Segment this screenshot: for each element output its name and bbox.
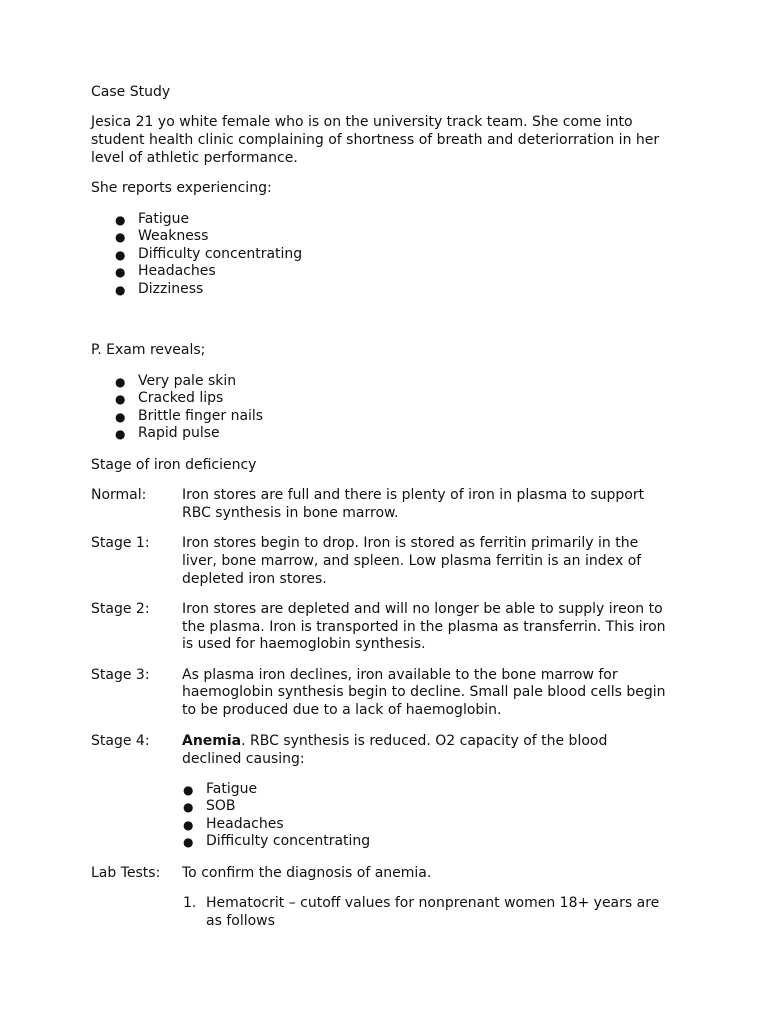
stage-3-line-3: to be produced due to a lack of haemoglobin. [182,702,502,718]
bullet-icon: ● [183,818,194,832]
lab-tests-label: Lab Tests: [91,865,161,881]
stage-normal-line-1: Iron stores are full and there is plenty of iron in plasma to support [182,487,645,503]
bullet-icon: ● [183,783,194,797]
list-item: Brittle finger nails [138,408,264,424]
bullet-icon: ● [115,410,126,424]
bullet-icon: ● [183,800,194,814]
stage-label-3: Stage 3: [91,667,150,683]
stage-1-line-3: depleted iron stores. [182,571,327,587]
bullet-icon: ● [115,375,126,389]
list-item: Cracked lips [138,390,224,406]
bullet-icon: ● [115,265,126,279]
list-item: Difficulty concentrating [138,246,303,262]
stage-label-2: Stage 2: [91,601,150,617]
stage-4-line-1-rest: . RBC synthesis is reduced. O2 capacity of the blood [241,733,608,749]
bullet-icon: ● [115,213,126,227]
list-item: Dizziness [138,281,204,297]
stage-2-line-1: Iron stores are depleted and will no longer be able to supply ireon to [182,601,663,617]
stage-1-line-1: Iron stores begin to drop. Iron is stored as ferritin primarily in the [182,535,639,551]
list-item: Headaches [206,816,284,832]
stages-heading: Stage of iron deficiency [91,457,257,473]
stage-1-line-2: liver, bone marrow, and spleen. Low plasma ferritin is an index of [182,553,642,569]
case-study-heading: Case Study [91,84,171,100]
bullet-icon: ● [115,283,126,297]
list-item: SOB [206,798,236,814]
stage-normal-line-2: RBC synthesis in bone marrow. [182,505,399,521]
stage-2-line-3: is used for haemoglobin synthesis. [182,636,426,652]
list-item: Weakness [138,228,209,244]
lab-item-line-2: as follows [206,913,275,929]
stage-label-4: Stage 4: [91,733,150,749]
intro-line-3: level of athletic performance. [91,150,298,166]
symptoms-heading: She reports experiencing: [91,180,272,196]
stage-3-line-2: haemoglobin synthesis begin to decline. Small pale blood cells begin [182,684,666,700]
stage-label-1: Stage 1: [91,535,150,551]
lab-tests-intro: To confirm the diagnosis of anemia. [182,865,432,881]
exam-heading: P. Exam reveals; [91,342,206,358]
list-item: Rapid pulse [138,425,220,441]
intro-line-2: student health clinic complaining of shortness of breath and deteriorration in her [91,132,660,148]
intro-line-1: Jesica 21 yo white female who is on the university track team. She come into [91,114,633,130]
lab-item-number: 1. [183,895,197,911]
list-item: Fatigue [138,211,190,227]
bullet-icon: ● [183,835,194,849]
bullet-icon: ● [115,392,126,406]
list-item: Headaches [138,263,216,279]
bullet-icon: ● [115,230,126,244]
bullet-icon: ● [115,427,126,441]
lab-item-line-1: Hematocrit – cutoff values for nonprenant women 18+ years are [206,895,660,911]
stage-4-line-1 [182,733,607,749]
stage-4-line-2: declined causing: [182,751,305,767]
stage-3-line-1: As plasma iron declines, iron available to the bone marrow for [182,667,618,683]
list-item: Fatigue [206,781,258,797]
stage-label-normal: Normal: [91,487,147,503]
anemia-term: Anemia [182,733,242,749]
list-item: Difficulty concentrating [206,833,371,849]
list-item: Very pale skin [138,373,237,389]
stage-2-line-2: the plasma. Iron is transported in the plasma as transferrin. This iron [182,619,666,635]
bullet-icon: ● [115,248,126,262]
